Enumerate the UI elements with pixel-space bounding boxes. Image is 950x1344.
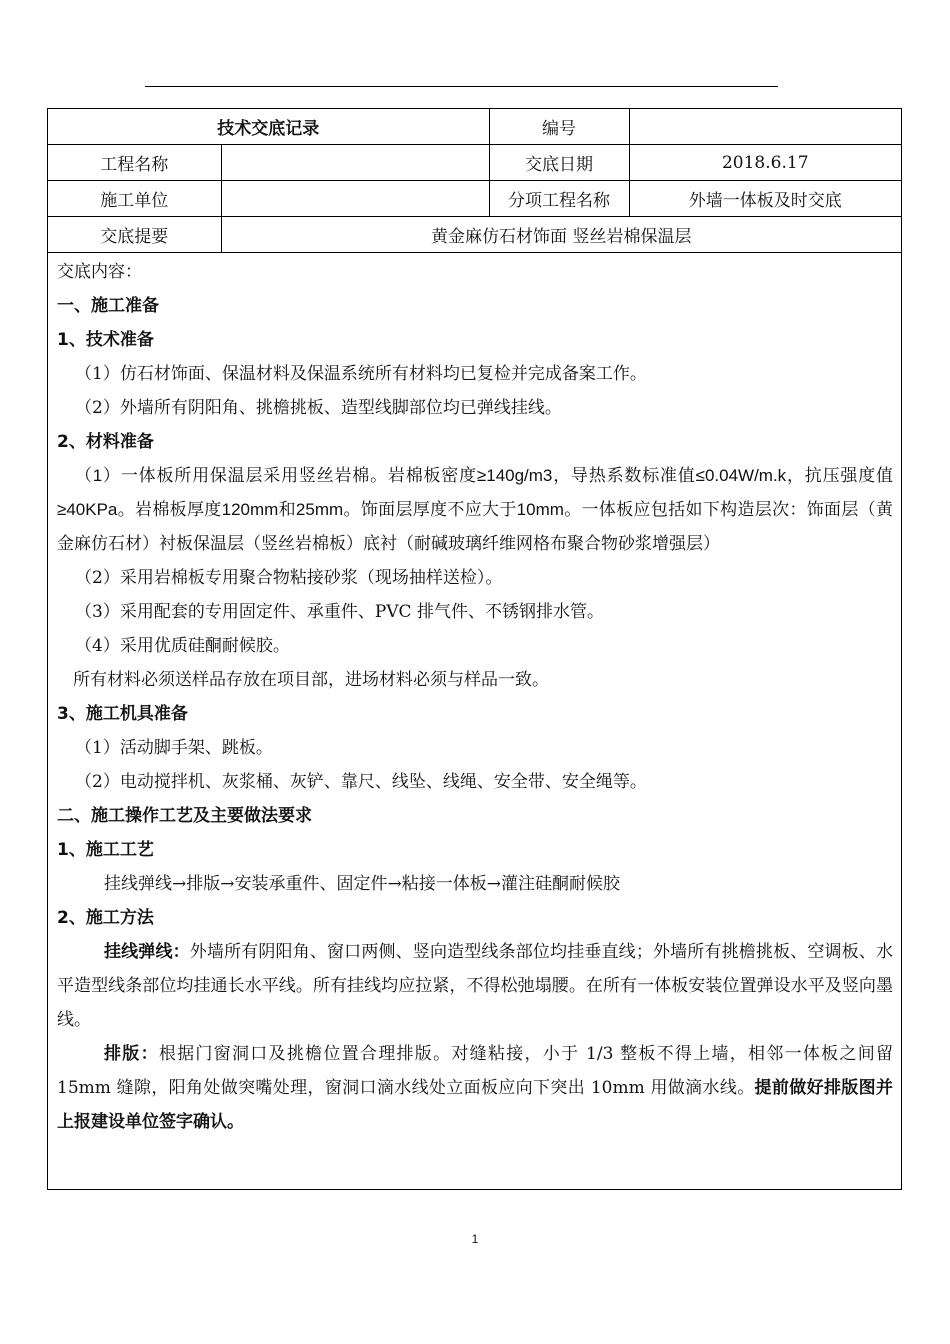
header-rule — [145, 86, 778, 87]
method-paragraph-marking — [57, 935, 893, 1037]
section-1-3-title: 3、施工机具准备 — [57, 704, 188, 724]
record-title: 技术交底记录 — [48, 109, 489, 145]
list-item: （1）一体板所用保温层采用竖丝岩棉。岩棉板密度≥140g/m3，导热系数标准值≤0.04W/m.k，抗压强度值≥40KPa。岩棉板厚度120mm和25mm。饰面层厚度不应大于10mm。一体板应包括如下构造层次：饰面层（黄金麻仿石材）衬板保温层（竖丝岩棉板）底衬（耐碱玻璃纤维网格布聚合物砂浆增强层） — [57, 466, 893, 553]
disclosure-content — [57, 255, 893, 1139]
page-number: 1 — [471, 1232, 479, 1246]
section-2-1-title: 1、施工工艺 — [57, 840, 154, 860]
summary-label: 交底提要 — [48, 217, 221, 253]
disclosure-record-sheet — [47, 108, 902, 1190]
content-intro: 交底内容： — [57, 262, 142, 282]
subproject-value: 外墙一体板及时交底 — [629, 181, 901, 217]
record-info-table — [48, 109, 901, 253]
section-1-2-title: 2、材料准备 — [57, 432, 154, 452]
unit-label: 施工单位 — [48, 181, 221, 217]
list-item: （2）外墙所有阴阳角、挑檐挑板、造型线脚部位均已弹线挂线。 — [75, 398, 562, 418]
date-value: 2018.6.17 — [629, 145, 901, 181]
subproject-label: 分项工程名称 — [489, 181, 629, 217]
number-value — [629, 109, 901, 145]
method-text: 外墙所有阴阳角、窗口两侧、竖向造型线条部位均挂垂直线；外墙所有挑檐挑板、空调板、水平造型线条部位均挂通长水平线。所有挂线均应拉紧，不得松弛塌腰。在所有一体板安装位置弹设水平及竖向墨线。 — [57, 942, 894, 1030]
method-lead: 排版： — [104, 1044, 159, 1064]
method-paragraph-layout — [57, 1037, 893, 1139]
list-item: （3）采用配套的专用固定件、承重件、PVC 排气件、不锈钢排水管。 — [75, 602, 604, 622]
unit-value — [221, 181, 489, 217]
list-item: （1）活动脚手架、跳板。 — [75, 738, 273, 758]
section-2-2-title: 2、施工方法 — [57, 908, 154, 928]
list-item: （2）电动搅拌机、灰浆桶、灰铲、靠尺、线坠、线绳、安全带、安全绳等。 — [75, 772, 647, 792]
method-emphasis: 提前做好排版图并上报建设单位签字确认。 — [57, 1078, 893, 1132]
method-text: 根据门窗洞口及挑檐位置合理排版。对缝粘接，小于 1/3 整板不得上墙，相邻一体板之间留 15mm 缝隙，阳角处做突嘴处理，窗洞口滴水线处立面板应向下突出 10mm 用做滴水线。 — [57, 1044, 894, 1098]
section-2-title: 二、施工操作工艺及主要做法要求 — [57, 806, 312, 826]
process-flow: 挂线弹线→排版→安装承重件、固定件→粘接一体板→灌注硅酮耐候胶 — [104, 874, 620, 894]
list-item: （2）采用岩棉板专用聚合物粘接砂浆（现场抽样送检）。 — [75, 568, 503, 588]
method-lead: 挂线弹线： — [104, 942, 190, 962]
section-1-1-title: 1、技术准备 — [57, 330, 154, 350]
section-1-title: 一、施工准备 — [57, 296, 159, 316]
project-name-value — [221, 145, 489, 181]
materials-note: 所有材料必须送样品存放在项目部，进场材料必须与样品一致。 — [73, 670, 549, 690]
list-item: （1）仿石材饰面、保温材料及保温系统所有材料均已复检并完成备案工作。 — [75, 364, 647, 384]
summary-value: 黄金麻仿石材饰面 竖丝岩棉保温层 — [221, 217, 901, 253]
number-label: 编号 — [489, 109, 629, 145]
project-name-label: 工程名称 — [48, 145, 221, 181]
list-item: （4）采用优质硅酮耐候胶。 — [75, 636, 290, 656]
date-label: 交底日期 — [489, 145, 629, 181]
